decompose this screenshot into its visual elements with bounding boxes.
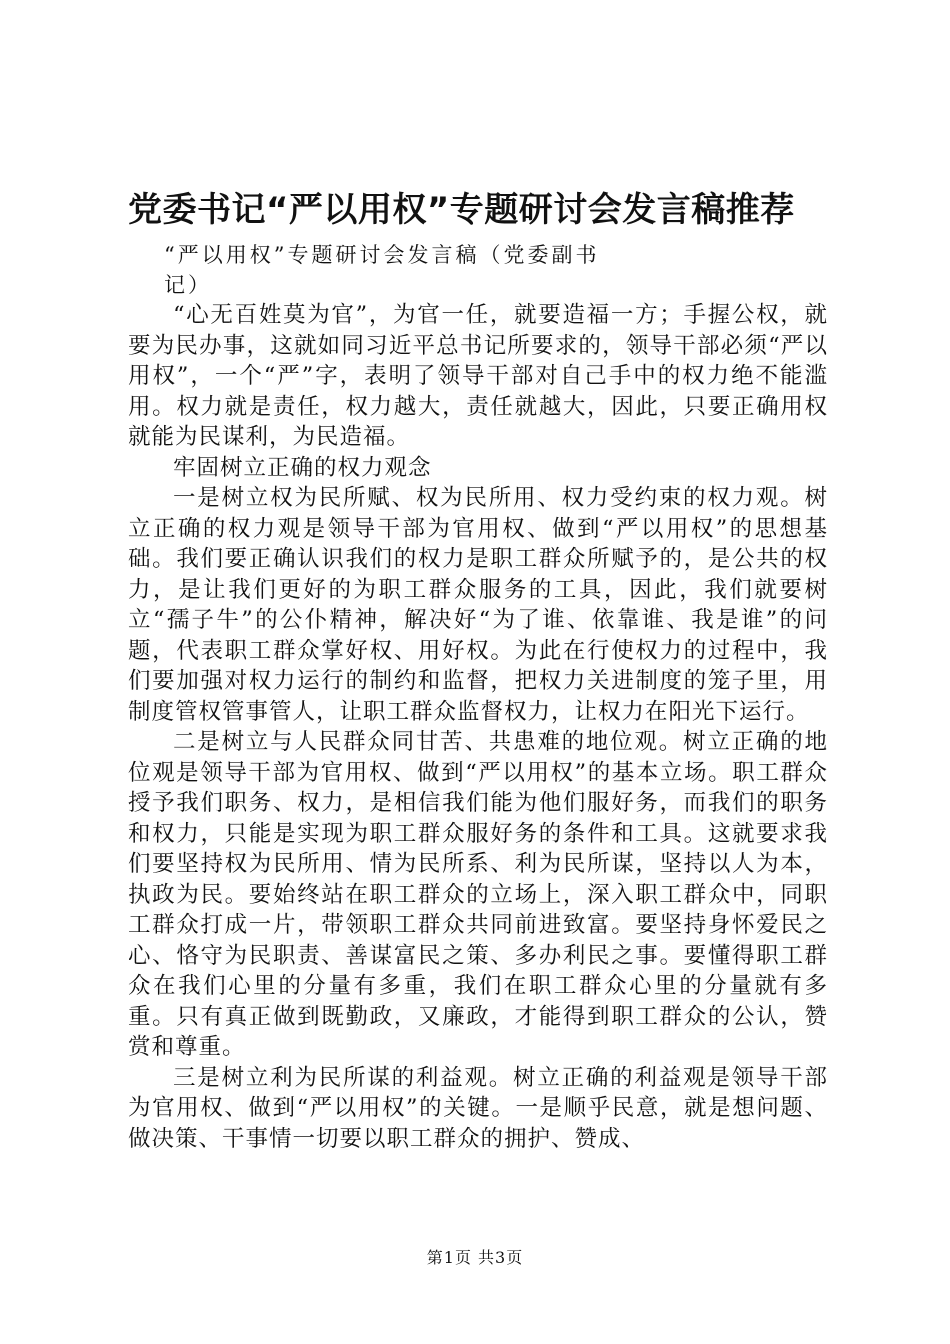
body-paragraph-2: 二是树立与人民群众同甘苦、共患难的地位观。树立正确的地位观是领导干部为官用权、做到“严以用权”的基本立场。职工群众授予我们职务、权力，是相信我们能为他们服好务，而我们的职务和权力，只能是实现为职工群众服好务的条件和工具。这就要求我们要坚持权为民所用、情为民所系、利为民所谋，坚持以人为本，执政为民。要始终站在职工群众的立场上，深入职工群众中，同职工群众打成一片，带领职工群众共同前进致富。要坚持身怀爱民之心、恪守为民职责、善谋富民之策、多办利民之事。要懂得职工群众在我们心里的分量有多重，我们在职工群众心里的分量就有多重。只有真正做到既勤政，又廉政，才能得到职工群众的公认，赞赏和尊重。	[128, 729, 828, 1060]
body-paragraph-3: 三是树立利为民所谋的利益观。树立正确的利益观是领导干部为官用权、做到“严以用权”的关键。一是顺乎民意，就是想问题、做决策、干事情一切要以职工群众的拥护、赞成、	[128, 1064, 828, 1152]
body-paragraph-1: 一是树立权为民所赋、权为民所用、权力受约束的权力观。树立正确的权力观是领导干部为官用权、做到“严以用权”的思想基础。我们要正确认识我们的权力是职工群众所赋予的，是公共的权力，是让我们更好的为职工群众服务的工具，因此，我们就要树立“孺子牛”的公仆精神，解决好“为了谁、依靠谁、我是谁”的问题，代表职工群众掌好权、用好权。为此在行使权力的过程中，我们要加强对权力运行的制约和监督，把权力关进制度的笼子里，用制度管权管事管人，让职工群众监督权力，让权力在阳光下运行。	[128, 485, 828, 725]
body-paragraph-intro: “心无百姓莫为官”，为官一任，就要造福一方；手握公权，就要为民办事，这就如同习近平总书记所要求的，领导干部必须“严以用权”，一个“严”字，表明了领导干部对自己手中的权力绝不能滥用。权力就是责任，权力越大，责任就越大，因此，只要正确用权就能为民谋利，为民造福。	[128, 302, 828, 450]
section-heading: 牢固树立正确的权力观念	[173, 454, 432, 481]
document-subtitle: “严以用权”专题研讨会发言稿（党委副书记）	[164, 243, 600, 297]
document-body	[128, 300, 828, 1154]
page-number-footer: 第1页 共3页	[426, 1248, 524, 1267]
document-title: 党委书记“严以用权”专题研讨会发言稿推荐	[128, 190, 795, 230]
